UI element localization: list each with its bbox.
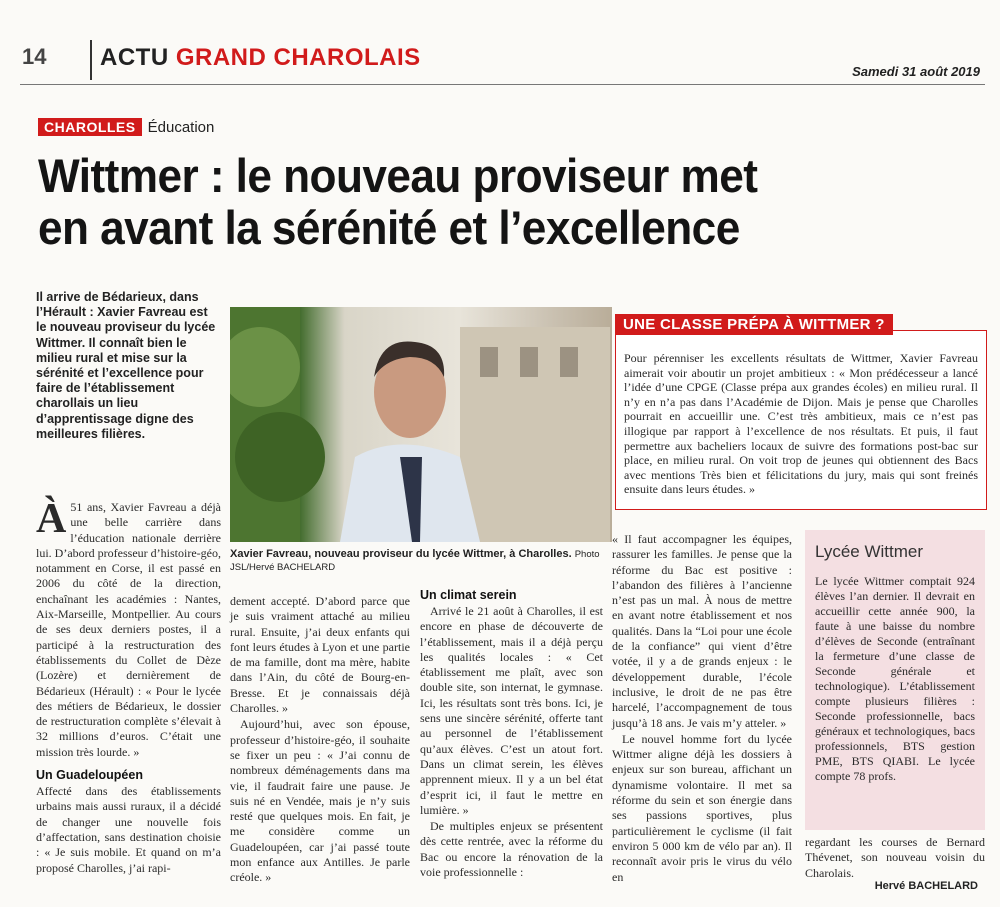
lycee-info-title: Lycée Wittmer [815,542,924,561]
article-lead: Il arrive de Bédarieux, dans l’Hérault : Xavier Favreau est le nouveau proviseur du lycée Wittmer. Il connaît bien le milieu rural et mise sur la sérénité et l’excellence pour faire de l’établissement charollais un lieu d’apprentissage digne des meilleures filières. [36,290,216,441]
photo-caption [230,548,615,574]
headline [38,150,931,254]
category-label: Éducation [147,118,215,136]
headline-line-2: en avant la sérénité et l’excellence [38,201,740,254]
headline-line-1: Wittmer : le nouveau proviseur met [38,149,758,202]
article-column-2 [230,594,410,887]
col4-paragraph-2: Le nouvel homme fort du lycée Wittmer aligne déjà les dossiers à enjeux sur son bureau, affichant un dynamisme volontaire. Il met sa réforme du sein et son énergie dans ses passions sportives, plus particulièrement le cyclisme (il fait environ 5 000 km de vélo par an). Il reconnaît avoir pris le virus du vélo en [612,731,792,884]
col2-paragraph-1: dement accepté. D’abord parce que je suis vraiment attaché au milieu rural. Ensuite, j’ai deux enfants qui font leurs études à Lyon et une partie de ma famille, dont ma mère, habite dans l’Ain, du côté de Bourg-en-Bresse. Et je connaissais déjà Charolles. » [230,594,410,716]
section-prefix: ACTU [100,44,169,71]
col1-paragraph-2: Affecté dans des établissements urbains mais aussi ruraux, il a décidé de changer une nouvelle fois d’affectation, sans destination choisie : « Je suis mobile. Et quand on m’a proposé Charolles, j’ai rapi- [36,784,221,875]
author-signature: Hervé BACHELARD [874,880,978,892]
location-tag: CHAROLLES [38,118,142,136]
prepa-sidebar-box [615,330,987,510]
portrait-photo [230,307,612,542]
col4-paragraph-1: « Il faut accompagner les équipes, rassurer les familles. Je pense que la réforme du Bac est positive : l’abandon des filières à l’ancienne n’est pas un mal. À nous de mettre en avant notre établissement et nos qualités. Dans la “Loi pour une école de la confiance” qui vient d’être votée, il y a de grands enjeux : le développement durable, l’école inclusive, le droit de ne pas être harcelé, l’accompagnement de tous jusqu’à 18 ans. Je vais m’y atteler. » [612,532,792,730]
header-rule [20,84,985,85]
col3-paragraph-2: De multiples enjeux se présentent dès cette rentrée, avec la réforme du Bac ou encore la rénovation de la voie professionnelle : [420,819,603,880]
page-number: 14 [22,44,47,69]
article-tags [38,118,214,136]
article-column-5: regardant les courses de Bernard Thévenet, son nouveau voisin du Charolais. [805,835,985,880]
drop-cap: À [36,496,67,542]
header-divider [90,40,92,80]
col1-paragraph-1: 51 ans, Xavier Favreau a déjà une belle carrière dans l’éducation nationale derrière lui. D’abord professeur d’histoire-géo, notamment en Corse, il est passé en 2006 du côté de la direction, enchaînant les académies : Nantes, Aix-Marseille, Montpellier. Au cours de ses deux derniers postes, il a participé à la restructuration des établissements du Collet de Dèze (Lozère) et dernièrement de Bédarieux (Hérault) : « Pour le lycée des métiers de Bédarieux, le dossier de restructuration complète s’élevait à 32 millions d’euros. C’était une mission très lourde. » [36,500,221,759]
article-column-4 [612,532,792,886]
section-title [100,44,421,72]
prepa-sidebar-title: UNE CLASSE PRÉPA À WITTMER ? [615,314,893,335]
article-column-3 [420,588,603,881]
lycee-info-box [805,530,985,830]
article-column-1 [36,496,221,877]
section-name: GRAND CHAROLAIS [175,44,421,71]
col3-paragraph-1: Arrivé le 21 août à Charolles, il est encore en phase de découverte de l’établissement, mais il a déjà perçu les qualités locales : « Cet établissement me plaît, avec son double site, son internat, le gymnase. Ici, les résultats sont très bons. Ici, je sens une sincère sérénité, offerte tant au personnel de l’établissement qu’aux élèves. C’est un atout fort. Dans un climat serein, les élèves apprennent mieux. Il y a un bel état d’esprit ici, il faut le mettre en lumière. » [420,604,603,817]
col2-paragraph-2: Aujourd’hui, avec son épouse, professeur d’histoire-géo, il souhaite se fixer un peu : « J’ai connu de nombreux déménagements dans ma vie, il faudrait faire une pause. Je suis né en Vendée, mais je n’y suis resté que quelques mois. En fait, je me considère comme un Guadeloupéen, car j’ai passé toute mon enfance aux Antilles. Je parle créole. » [230,717,410,885]
issue-date: Samedi 31 août 2019 [852,64,980,79]
caption-text: Xavier Favreau, nouveau proviseur du lycée Wittmer, à Charolles. [230,548,572,560]
subhead-climat-serein: Un climat serein [420,588,517,602]
subhead-guadeloupeen: Un Guadeloupéen [36,768,143,783]
photo-credit: Photo JSL/Hervé BACHELARD [230,549,600,573]
lycee-info-text: Le lycée Wittmer comptait 924 élèves l’an dernier. Il devrait en accueillir cette année 900, la faute à une baisse du nombre d’élèves de Seconde (entraînant la fermeture d’une classe de Seconde générale et technologique). L’établissement compte plusieurs filières : Seconde professionnelle, bacs généraux et technologiques, bacs professionnels, BTS gestion PME, BTS QIABI. Le lycée compte 78 profs. [815,574,975,783]
prepa-sidebar-text: Pour pérenniser les excellents résultats de Wittmer, Xavier Favreau aimerait voir aboutir un projet ambitieux : « Mon prédécesseur a lancé l’idée d’une CPGE (Classe prépa aux grandes écoles) en milieu rural. Il n’y en n’a pas dans l’Académie de Dijon. Mais je pense que Charolles pourrait en accueillir une. C’est très ambitieux, mais ce n’est pas illogique par rapport à l’excellence de nos résultats. Et puis, il faut permettre aux bacheliers locaux de suivre des formations post-bac sur place, en milieu rural. On voit trop de jeunes qui obtiennent des Bacs avec mentions Très bien et félicitations du jury, mais qui sont freinés ensuite dans leurs études. » [624,351,978,497]
portrait-illustration [230,307,612,542]
